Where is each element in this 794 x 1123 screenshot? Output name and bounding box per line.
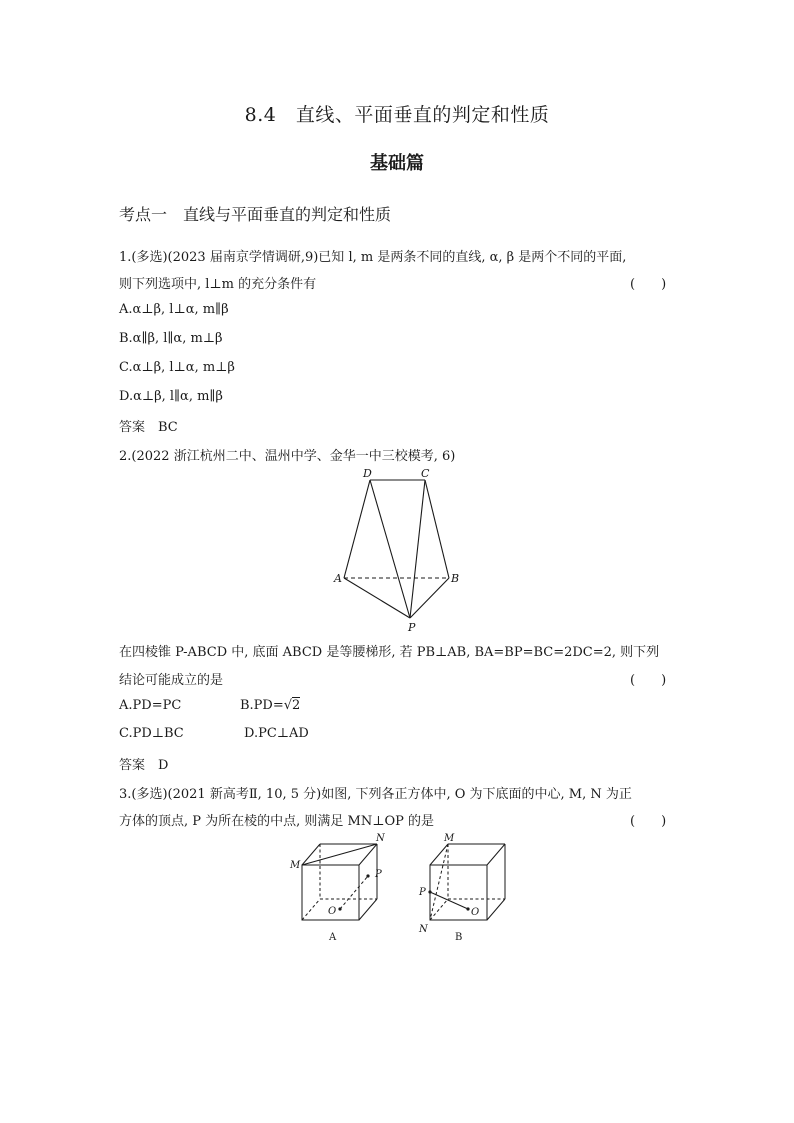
label-p: P — [408, 621, 416, 634]
q2-option-b-prefix: B.PD= — [240, 698, 284, 713]
cube-a-label-o: O — [328, 906, 337, 917]
q2-option-a: A.PD=PC — [119, 698, 182, 713]
q3-answer-bracket: ( ) — [630, 814, 667, 829]
sqrt-sign: √ — [283, 698, 293, 713]
cube-a-caption: A — [329, 932, 337, 943]
cube-b-label-n: N — [419, 924, 428, 935]
segment-mn — [430, 844, 448, 920]
edge-cp — [410, 480, 425, 618]
q2-option-c: C.PD⊥BC — [119, 726, 184, 741]
q1-option-b: B.α∥β, l∥α, m⊥β — [119, 331, 223, 346]
q1-option-d: D.α⊥β, l∥α, m∥β — [119, 389, 223, 404]
cube-b-label-o: O — [471, 907, 480, 918]
edge-da — [344, 480, 370, 578]
label-a: A — [334, 572, 342, 585]
q3-stem-line-2: 方体的顶点, P 为所在棱的中点, 则满足 MN⊥OP 的是 — [119, 814, 434, 829]
edge-bp — [410, 578, 449, 618]
cube-b-label-m: M — [444, 833, 455, 844]
q2-source-line: 2.(2022 浙江杭州二中、温州中学、金华一中三校模考, 6) — [119, 449, 456, 464]
q2-stem-line-1: 在四棱锥 P-ABCD 中, 底面 ABCD 是等腰梯形, 若 PB⊥AB, BA=BP=BC=2DC=2, 则下列 — [119, 645, 660, 660]
q3-cube-figure-b — [413, 832, 523, 944]
section-heading: 考点一 直线与平面垂直的判定和性质 — [119, 205, 392, 224]
page-subtitle: 基础篇 — [370, 153, 424, 174]
q3-stem-line-1: 3.(多选)(2021 新高考Ⅱ, 10, 5 分)如图, 下列各正方体中, O 为下底面的中心, M, N 为正 — [119, 787, 632, 802]
cube-a-label-m: M — [290, 860, 301, 871]
q2-answer-bracket: ( ) — [630, 673, 667, 688]
q1-stem-line-2: 则下列选项中, l⊥m 的充分条件有 — [119, 277, 317, 292]
page-title: 8.4 直线、平面垂直的判定和性质 — [244, 104, 550, 126]
q2-stem-line-2: 结论可能成立的是 — [119, 673, 224, 688]
q1-option-a: A.α⊥β, l⊥α, m∥β — [119, 302, 229, 317]
label-b: B — [451, 572, 460, 585]
label-c: C — [421, 467, 430, 480]
q1-answer-bracket: ( ) — [630, 277, 667, 292]
q2-option-d: D.PC⊥AD — [244, 726, 309, 741]
q1-option-c: C.α⊥β, l⊥α, m⊥β — [119, 360, 235, 375]
q1-answer: 答案 BC — [119, 420, 178, 435]
q3-cube-figure-a — [285, 832, 395, 944]
q2-option-b-radicand: 2 — [292, 698, 301, 713]
segment-mn — [302, 844, 377, 865]
label-d: D — [363, 467, 372, 480]
q2-option-b — [240, 698, 300, 713]
edge-cb — [425, 480, 449, 578]
q1-stem-line-1: 1.(多选)(2023 届南京学情调研,9)已知 l, m 是两条不同的直线, α, β 是两个不同的平面, — [119, 250, 627, 265]
cube-b-label-p: P — [419, 887, 426, 898]
segment-op — [340, 876, 368, 909]
q2-answer: 答案 D — [119, 758, 169, 773]
q2-pyramid-figure — [330, 465, 470, 635]
cube-a-label-n: N — [376, 833, 385, 844]
cube-a-label-p: P — [375, 869, 382, 880]
cube-b-caption: B — [455, 932, 463, 943]
segment-op — [430, 892, 468, 909]
